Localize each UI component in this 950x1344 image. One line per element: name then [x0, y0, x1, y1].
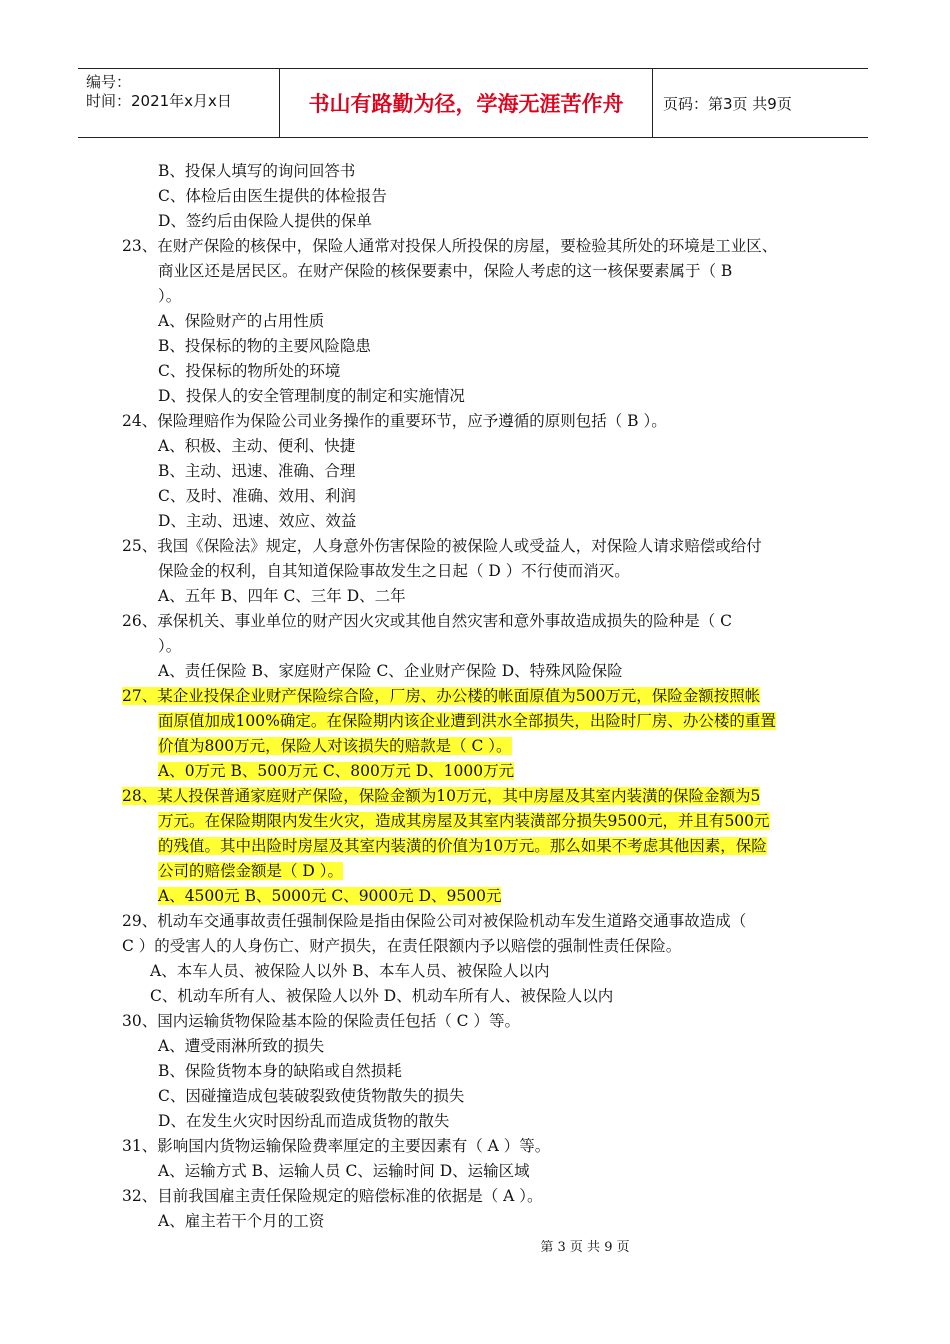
text-line: A、雇主若干个月的工资 — [158, 1212, 325, 1230]
text-line — [158, 810, 770, 832]
text-line — [158, 860, 343, 882]
highlighted-text: A、0万元 B、500万元 C、800万元 D、1000万元 — [158, 762, 515, 780]
text-line: C、体检后由医生提供的体检报告 — [158, 187, 387, 205]
text-line — [158, 735, 512, 757]
text-line: C、机动车所有人、被保险人以外 D、机动车所有人、被保险人以内 — [150, 987, 614, 1005]
text-line: A、五年 B、四年 C、三年 D、二年 — [158, 587, 406, 605]
time-label: 时间：2021年x月x日 — [86, 92, 232, 110]
text-line: D、签约后由保险人提供的保单 — [158, 212, 372, 230]
page-header — [78, 68, 868, 138]
text-line: 25、我国《保险法》规定，人身意外伤害保险的被保险人或受益人，对保险人请求赔偿或给付 — [122, 537, 762, 555]
highlighted-text: 28、某人投保普通家庭财产保险，保险金额为10万元，其中房屋及其室内装潢的保险金额为5 — [122, 787, 761, 805]
highlighted-text: 面原值加成100%确定。在保险期内该企业遭到洪水全部损失，出险时厂房、办公楼的重置 — [158, 712, 776, 730]
text-line: 26、承保机关、事业单位的财产因火灾或其他自然灾害和意外事故造成损失的险种是（ C — [122, 612, 733, 630]
text-line: ）。 — [158, 637, 182, 655]
page-footer — [0, 1236, 950, 1255]
highlighted-text: 公司的赔偿金额是（ D ）。 — [158, 862, 344, 880]
number-label: 编号： — [86, 73, 132, 91]
text-line: C ）的受害人的人身伤亡、财产损失，在责任限额内予以赔偿的强制性责任保险。 — [122, 937, 682, 955]
text-line — [158, 835, 767, 857]
footer-page-number: 第 3 页 共 9 页 — [540, 1240, 630, 1255]
highlighted-text: 价值为800万元，保险人对该损失的赔款是（ C ）。 — [158, 737, 512, 755]
header-motto: 书山有路勤为径，学海无涯苦作舟 — [280, 69, 653, 137]
text-line: C、因碰撞造成包装破裂致使货物散失的损失 — [158, 1087, 465, 1105]
text-line: C、投保标的物所处的环境 — [158, 362, 341, 380]
text-line: 保险金的权利，自其知道保险事故发生之日起（ D ）不行使而消灭。 — [158, 562, 630, 580]
text-line: A、积极、主动、便利、快捷 — [158, 437, 356, 455]
text-line: A、责任保险 B、家庭财产保险 C、企业财产保险 D、特殊风险保险 — [158, 662, 623, 680]
highlighted-text: 27、某企业投保企业财产保险综合险，厂房、办公楼的帐面原值为500万元，保险金额按照帐 — [122, 687, 761, 705]
text-line: A、保险财产的占用性质 — [158, 312, 325, 330]
text-line: A、本车人员、被保险人以外 B、本车人员、被保险人以内 — [150, 962, 550, 980]
text-line: A、运输方式 B、运输人员 C、运输时间 D、运输区域 — [158, 1162, 530, 1180]
text-line: D、在发生火灾时因纷乱而造成货物的散失 — [158, 1112, 450, 1130]
text-line — [158, 760, 514, 782]
text-line: 32、目前我国雇主责任保险规定的赔偿标准的依据是（ A ）。 — [122, 1187, 543, 1205]
text-line — [158, 885, 501, 907]
text-line: D、投保人的安全管理制度的制定和实施情况 — [158, 387, 465, 405]
text-line: 23、在财产保险的核保中，保险人通常对投保人所投保的房屋，要检验其所处的环境是工业区、 — [122, 237, 778, 255]
text-line: 30、国内运输货物保险基本险的保险责任包括（ C ）等。 — [122, 1012, 520, 1030]
text-line — [122, 785, 760, 807]
text-line: B、投保人填写的询问回答书 — [158, 162, 356, 180]
text-line: D、主动、迅速、效应、效益 — [158, 512, 357, 530]
text-line: B、主动、迅速、准确、合理 — [158, 462, 356, 480]
text-line: 29、机动车交通事故责任强制保险是指由保险公司对被保险机动车发生道路交通事故造成（ — [122, 912, 747, 930]
highlighted-text: 的残值。其中出险时房屋及其室内装潢的价值为10万元。那么如果不考虑其他因素，保险 — [158, 837, 767, 855]
text-line — [122, 685, 760, 707]
header-page-info: 页码：第3页 共9页 — [663, 94, 792, 113]
text-line: 商业区还是居民区。在财产保险的核保要素中，保险人考虑的这一核保要素属于（ B — [158, 262, 733, 280]
text-line: ）。 — [158, 287, 182, 305]
text-line: C、及时、准确、效用、利润 — [158, 487, 356, 505]
text-line — [158, 710, 776, 732]
text-line: A、遭受雨淋所致的损失 — [158, 1037, 325, 1055]
text-line: B、投保标的物的主要风险隐患 — [158, 337, 371, 355]
text-line: B、保险货物本身的缺陷或自然损耗 — [158, 1062, 402, 1080]
text-line: 24、保险理赔作为保险公司业务操作的重要环节，应予遵循的原则包括（ B ）。 — [122, 412, 667, 430]
highlighted-text: 万元。在保险期限内发生火灾，造成其房屋及其室内装潢部分损失9500元，并且有500元 — [158, 812, 770, 830]
header-meta — [78, 69, 280, 137]
text-line: 31、影响国内货物运输保险费率厘定的主要因素有（ A ）等。 — [122, 1137, 551, 1155]
highlighted-text: A、4500元 B、5000元 C、9000元 D、9500元 — [158, 887, 502, 905]
